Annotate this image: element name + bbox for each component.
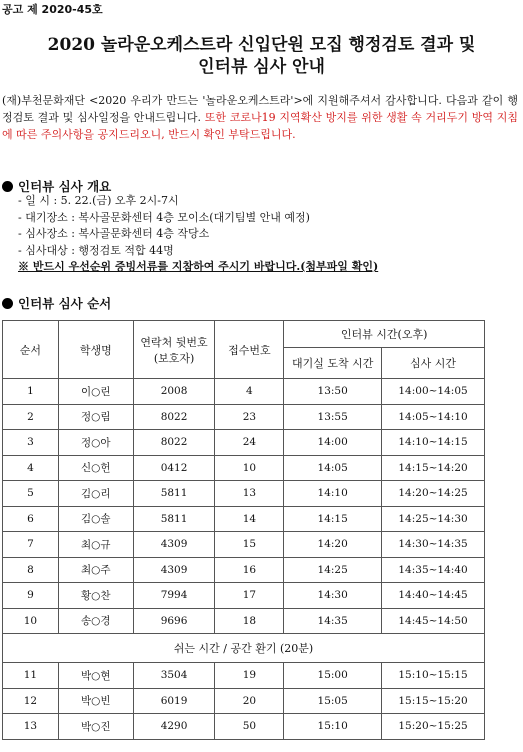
cell-contact: 0412 bbox=[133, 455, 215, 481]
cell-contact: 8022 bbox=[133, 404, 215, 430]
cell-student: 김○리 bbox=[58, 481, 133, 507]
cell-arrival: 14:30 bbox=[284, 583, 382, 609]
cell-review: 15:20~15:25 bbox=[382, 714, 485, 740]
cell-student: 송○경 bbox=[58, 608, 133, 634]
cell-review: 14:25~14:30 bbox=[382, 506, 485, 532]
cell-receipt: 16 bbox=[215, 557, 284, 583]
cell-review: 15:15~15:20 bbox=[382, 688, 485, 714]
cell-receipt: 23 bbox=[215, 404, 284, 430]
cell-contact: 6019 bbox=[133, 688, 215, 714]
table-row bbox=[3, 608, 485, 634]
overview-details bbox=[18, 193, 378, 276]
cell-review: 14:05~14:10 bbox=[382, 404, 485, 430]
header-student: 학생명 bbox=[58, 321, 133, 379]
detail-target: - 심사대상 : 행정검토 적합 44명 bbox=[18, 243, 174, 257]
cell-order: 1 bbox=[3, 379, 59, 405]
table-row bbox=[3, 688, 485, 714]
section-order-heading bbox=[2, 294, 111, 312]
cell-receipt: 10 bbox=[215, 455, 284, 481]
cell-review: 14:45~14:50 bbox=[382, 608, 485, 634]
cell-order: 10 bbox=[3, 608, 59, 634]
table-row bbox=[3, 430, 485, 456]
cell-order: 6 bbox=[3, 506, 59, 532]
table-row bbox=[3, 455, 485, 481]
cell-arrival: 14:25 bbox=[284, 557, 382, 583]
header-interview-time: 인터뷰 시간(오후) bbox=[284, 321, 485, 348]
cell-order: 11 bbox=[3, 663, 59, 689]
cell-student: 이○린 bbox=[58, 379, 133, 405]
bullet-icon bbox=[2, 298, 13, 309]
cell-arrival: 15:10 bbox=[284, 714, 382, 740]
table-row bbox=[3, 714, 485, 740]
cell-contact: 4309 bbox=[133, 532, 215, 558]
cell-contact: 3504 bbox=[133, 663, 215, 689]
notice-number: 공고 제 2020-45호 bbox=[2, 3, 103, 16]
bullet-icon bbox=[2, 181, 13, 192]
cell-order: 3 bbox=[3, 430, 59, 456]
header-contact: 연락처 뒷번호 (보호자) bbox=[133, 321, 215, 379]
cell-arrival: 14:05 bbox=[284, 455, 382, 481]
table-row bbox=[3, 481, 485, 507]
cell-arrival: 15:05 bbox=[284, 688, 382, 714]
cell-receipt: 17 bbox=[215, 583, 284, 609]
table-row bbox=[3, 557, 485, 583]
cell-arrival: 14:35 bbox=[284, 608, 382, 634]
cell-arrival: 14:15 bbox=[284, 506, 382, 532]
cell-student: 정○림 bbox=[58, 404, 133, 430]
cell-order: 13 bbox=[3, 714, 59, 740]
cell-student: 최○규 bbox=[58, 532, 133, 558]
cell-review: 14:35~14:40 bbox=[382, 557, 485, 583]
cell-student: 박○진 bbox=[58, 714, 133, 740]
cell-review: 14:10~14:15 bbox=[382, 430, 485, 456]
break-row bbox=[3, 634, 485, 663]
cell-student: 박○현 bbox=[58, 663, 133, 689]
cell-review: 14:30~14:35 bbox=[382, 532, 485, 558]
cell-receipt: 13 bbox=[215, 481, 284, 507]
cell-order: 7 bbox=[3, 532, 59, 558]
cell-review: 14:00~14:05 bbox=[382, 379, 485, 405]
table-row bbox=[3, 506, 485, 532]
title-line-1: 2020 놀라운오케스트라 신입단원 모집 행정검토 결과 및 bbox=[47, 35, 476, 55]
header-order: 순서 bbox=[3, 321, 59, 379]
cell-contact: 4290 bbox=[133, 714, 215, 740]
table-row bbox=[3, 379, 485, 405]
cell-receipt: 20 bbox=[215, 688, 284, 714]
cell-contact: 8022 bbox=[133, 430, 215, 456]
table-row bbox=[3, 404, 485, 430]
cell-student: 정○아 bbox=[58, 430, 133, 456]
cell-arrival: 14:10 bbox=[284, 481, 382, 507]
cell-order: 8 bbox=[3, 557, 59, 583]
page-title bbox=[0, 34, 523, 78]
detail-review-place: - 심사장소 : 복사골문화센터 4층 작당소 bbox=[18, 227, 210, 240]
cell-receipt: 24 bbox=[215, 430, 284, 456]
intro-paragraph bbox=[2, 92, 518, 143]
cell-contact: 5811 bbox=[133, 481, 215, 507]
cell-student: 신○헌 bbox=[58, 455, 133, 481]
interview-schedule-table bbox=[2, 320, 485, 740]
table-row bbox=[3, 663, 485, 689]
cell-arrival: 14:00 bbox=[284, 430, 382, 456]
detail-datetime: - 일 시 : 5. 22.(금) 오후 2시-7시 bbox=[18, 194, 179, 207]
cell-contact: 4309 bbox=[133, 557, 215, 583]
cell-order: 5 bbox=[3, 481, 59, 507]
cell-review: 14:20~14:25 bbox=[382, 481, 485, 507]
table-row bbox=[3, 583, 485, 609]
section-order-title: 인터뷰 심사 순서 bbox=[18, 296, 112, 311]
cell-receipt: 4 bbox=[215, 379, 284, 405]
section-overview-title: 인터뷰 심사 개요 bbox=[18, 179, 112, 194]
cell-contact: 2008 bbox=[133, 379, 215, 405]
cell-review: 14:40~14:45 bbox=[382, 583, 485, 609]
cell-order: 4 bbox=[3, 455, 59, 481]
cell-order: 2 bbox=[3, 404, 59, 430]
header-review-time: 심사 시간 bbox=[382, 348, 485, 379]
cell-receipt: 18 bbox=[215, 608, 284, 634]
cell-review: 15:10~15:15 bbox=[382, 663, 485, 689]
cell-arrival: 13:55 bbox=[284, 404, 382, 430]
cell-receipt: 14 bbox=[215, 506, 284, 532]
cell-review: 14:15~14:20 bbox=[382, 455, 485, 481]
cell-arrival: 13:50 bbox=[284, 379, 382, 405]
intro-text: (재)부천문화재단 <2020 우리가 만드는 '놀라운오케스트라'>에 지원해주셔서 감사합니다. 다음과 같이 행정검토 결과 및 심사일정을 안내드립니다. bbox=[2, 94, 518, 124]
cell-contact: 9696 bbox=[133, 608, 215, 634]
cell-contact: 5811 bbox=[133, 506, 215, 532]
cell-arrival: 15:00 bbox=[284, 663, 382, 689]
schedule-rows-second bbox=[3, 663, 485, 740]
intro-warning-text: 또한 코로나19 지역확산 방지를 위한 생활 속 거리두기 방역 지침에 따른 주의사항을 공지드리오니, 반드시 확인 부탁드립니다. bbox=[2, 111, 518, 141]
table-row bbox=[3, 532, 485, 558]
header-waiting-arrival: 대기실 도착 시간 bbox=[284, 348, 382, 379]
cell-student: 박○빈 bbox=[58, 688, 133, 714]
cell-receipt: 15 bbox=[215, 532, 284, 558]
cell-receipt: 50 bbox=[215, 714, 284, 740]
cell-order: 12 bbox=[3, 688, 59, 714]
important-note: ※ 반드시 우선순위 증빙서류를 지참하여 주시기 바랍니다.(첨부파일 확인) bbox=[18, 260, 379, 273]
header-receipt: 접수번호 bbox=[215, 321, 284, 379]
cell-arrival: 14:20 bbox=[284, 532, 382, 558]
cell-receipt: 19 bbox=[215, 663, 284, 689]
cell-student: 황○찬 bbox=[58, 583, 133, 609]
cell-contact: 7994 bbox=[133, 583, 215, 609]
break-row-group bbox=[3, 634, 485, 663]
cell-student: 최○주 bbox=[58, 557, 133, 583]
break-label: 쉬는 시간 / 공간 환기 (20분) bbox=[3, 634, 485, 663]
cell-order: 9 bbox=[3, 583, 59, 609]
cell-student: 김○솔 bbox=[58, 506, 133, 532]
detail-waiting-place: - 대기장소 : 복사골문화센터 4층 모이소(대기팀별 안내 예정) bbox=[18, 210, 310, 224]
title-line-2: 인터뷰 심사 안내 bbox=[198, 57, 325, 77]
schedule-rows-first bbox=[3, 379, 485, 634]
